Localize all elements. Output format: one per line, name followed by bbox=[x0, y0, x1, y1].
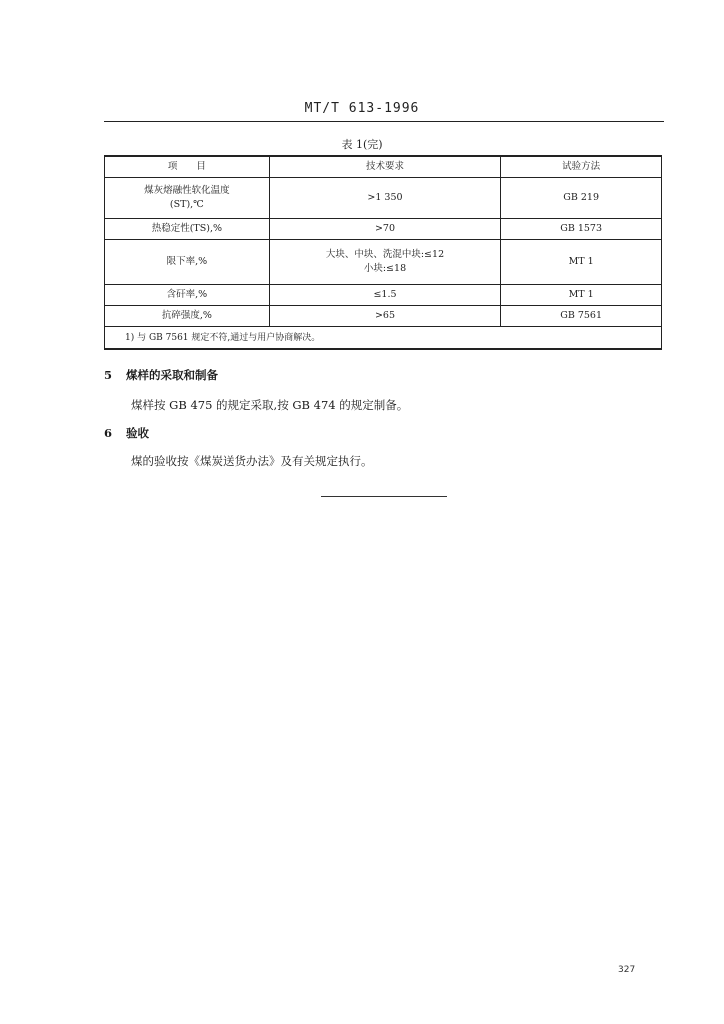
section-body-5: 煤样按 GB 475 的规定采取,按 GB 474 的规定制备。 bbox=[131, 398, 409, 412]
table-row bbox=[105, 306, 662, 327]
table-row bbox=[105, 178, 662, 219]
method-cell: GB 219 bbox=[501, 178, 662, 219]
section-number: 6 bbox=[104, 426, 113, 440]
column-header-item: 项 目 bbox=[105, 156, 270, 178]
requirement-cell: >70 bbox=[269, 219, 501, 240]
section-heading-5 bbox=[104, 367, 218, 383]
section-number: 5 bbox=[104, 368, 113, 382]
table-footnote-row bbox=[105, 327, 662, 350]
table-footnote: 1) 与 GB 7561 规定不符,通过与用户协商解决。 bbox=[105, 327, 662, 350]
page-number: 327 bbox=[618, 965, 636, 975]
section-title: 煤样的采取和制备 bbox=[126, 368, 218, 382]
section-heading-6 bbox=[104, 425, 149, 441]
table-row bbox=[105, 240, 662, 285]
table-header-row bbox=[105, 156, 662, 178]
requirement-cell: ≤1.5 bbox=[269, 285, 501, 306]
end-rule bbox=[321, 496, 447, 497]
item-cell: 煤灰熔融性软化温度 (ST),℃ bbox=[105, 178, 270, 219]
column-header-method: 试验方法 bbox=[501, 156, 662, 178]
method-cell: MT 1 bbox=[501, 285, 662, 306]
header-rule bbox=[104, 121, 664, 122]
item-cell: 含矸率,% bbox=[105, 285, 270, 306]
column-header-requirement: 技术要求 bbox=[269, 156, 501, 178]
table-row bbox=[105, 219, 662, 240]
method-cell: MT 1 bbox=[501, 240, 662, 285]
method-cell: GB 1573 bbox=[501, 219, 662, 240]
section-body-6: 煤的验收按《煤炭送货办法》及有关规定执行。 bbox=[131, 454, 373, 468]
item-cell: 抗碎强度,% bbox=[105, 306, 270, 327]
standard-header: MT/T 613-1996 bbox=[304, 101, 420, 116]
method-cell: GB 7561 bbox=[501, 306, 662, 327]
item-cell: 限下率,% bbox=[105, 240, 270, 285]
item-cell: 热稳定性(TS),% bbox=[105, 219, 270, 240]
requirement-cell: >65 bbox=[269, 306, 501, 327]
section-title: 验收 bbox=[126, 426, 149, 440]
requirement-cell: 大块、中块、洗混中块:≤12 小块:≤18 bbox=[269, 240, 501, 285]
spec-table bbox=[104, 155, 662, 350]
table-caption: 表 1(完) bbox=[341, 138, 383, 151]
table-row bbox=[105, 285, 662, 306]
requirement-cell: >1 350 bbox=[269, 178, 501, 219]
